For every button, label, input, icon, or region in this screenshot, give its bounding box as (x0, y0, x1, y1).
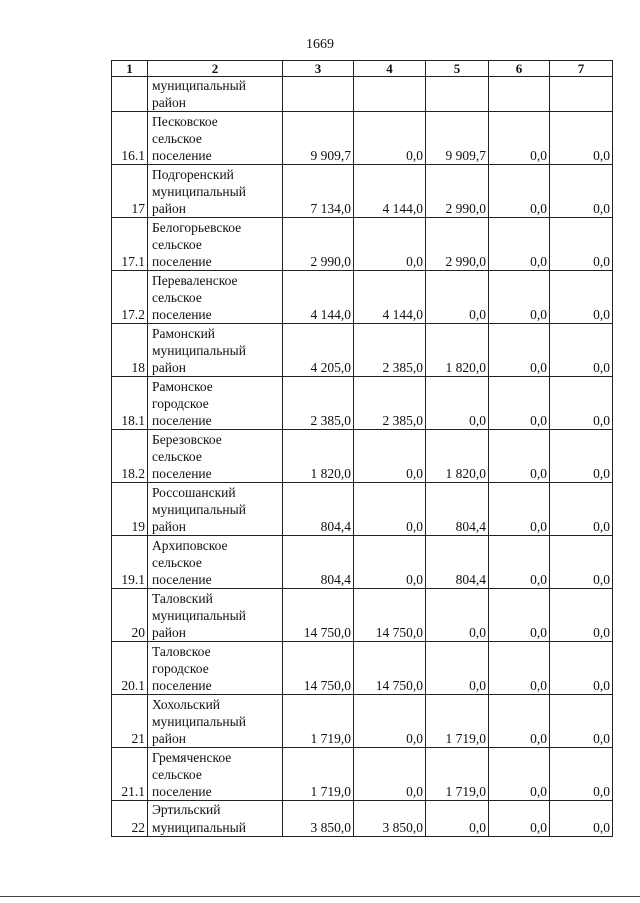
table-row (112, 324, 613, 377)
row-name-line: муниципальный (152, 714, 246, 729)
table-row (112, 748, 613, 801)
value-cell: 0,0 (489, 377, 550, 430)
value-cell: 4 144,0 (283, 271, 354, 324)
row-name-line: муниципальный (152, 608, 246, 623)
value-cell: 9 909,7 (426, 112, 489, 165)
value-cell: 4 144,0 (354, 165, 426, 218)
value-cell (426, 77, 489, 112)
header-row (112, 61, 613, 77)
value-cell: 0,0 (354, 430, 426, 483)
value-cell (283, 77, 354, 112)
column-header: 2 (148, 61, 283, 77)
row-number-cell: 21 (112, 695, 148, 748)
value-cell: 0,0 (354, 748, 426, 801)
table-row (112, 165, 613, 218)
row-number-cell: 17.1 (112, 218, 148, 271)
value-cell: 0,0 (489, 430, 550, 483)
value-cell: 0,0 (550, 165, 613, 218)
table-row (112, 218, 613, 271)
row-name-cell (148, 77, 283, 112)
row-name-cell (148, 430, 283, 483)
column-header: 5 (426, 61, 489, 77)
value-cell: 0,0 (550, 589, 613, 642)
row-name-cell (148, 589, 283, 642)
row-name-line: городское (152, 396, 209, 411)
value-cell: 0,0 (489, 695, 550, 748)
row-name-line: поселение (152, 784, 212, 800)
value-cell: 0,0 (354, 695, 426, 748)
row-name-line: сельское (152, 449, 202, 464)
row-name-cell (148, 536, 283, 589)
row-name-cell (148, 801, 283, 836)
row-name-line: поселение (152, 572, 212, 588)
table-row (112, 430, 613, 483)
row-name-line: сельское (152, 767, 202, 782)
row-name-line: муниципальный (152, 78, 246, 93)
row-name-line: поселение (152, 307, 212, 323)
column-header: 6 (489, 61, 550, 77)
value-cell: 7 134,0 (283, 165, 354, 218)
table-row (112, 695, 613, 748)
row-name-line: сельское (152, 237, 202, 252)
row-name-line: район (152, 625, 186, 641)
row-name-line: Белогорьевское (152, 219, 242, 235)
value-cell: 0,0 (550, 536, 613, 589)
value-cell: 0,0 (426, 271, 489, 324)
value-cell: 0,0 (489, 324, 550, 377)
table-row (112, 77, 613, 112)
column-header: 1 (112, 61, 148, 77)
row-name-line: муниципальный (152, 502, 246, 517)
table-row (112, 589, 613, 642)
row-name-line: Березовское (152, 431, 222, 447)
value-cell: 0,0 (489, 589, 550, 642)
row-number-cell: 17.2 (112, 271, 148, 324)
row-name-line: Песковское (152, 113, 218, 129)
row-name-line: Рамонское (152, 378, 213, 394)
row-name-cell (148, 218, 283, 271)
row-name-cell (148, 695, 283, 748)
value-cell: 0,0 (354, 218, 426, 271)
value-cell: 0,0 (426, 642, 489, 695)
value-cell (354, 77, 426, 112)
value-cell: 1 820,0 (283, 430, 354, 483)
value-cell: 3 850,0 (354, 801, 426, 836)
row-name-line: Эртильский (152, 802, 221, 818)
row-number-cell: 20.1 (112, 642, 148, 695)
row-name-line: Таловское (152, 643, 211, 659)
value-cell: 14 750,0 (354, 642, 426, 695)
value-cell: 2 385,0 (354, 324, 426, 377)
row-number-cell: 18.2 (112, 430, 148, 483)
value-cell (489, 77, 550, 112)
value-cell: 0,0 (489, 642, 550, 695)
value-cell: 14 750,0 (354, 589, 426, 642)
value-cell: 4 205,0 (283, 324, 354, 377)
row-number-cell: 19.1 (112, 536, 148, 589)
value-cell: 14 750,0 (283, 589, 354, 642)
value-cell: 0,0 (550, 430, 613, 483)
value-cell: 0,0 (550, 748, 613, 801)
row-name-cell (148, 748, 283, 801)
table-row (112, 377, 613, 430)
row-number-cell (112, 77, 148, 112)
value-cell: 2 990,0 (283, 218, 354, 271)
value-cell: 0,0 (489, 536, 550, 589)
row-name-line: Подгоренский (152, 166, 234, 182)
column-header: 3 (283, 61, 354, 77)
row-name-cell (148, 165, 283, 218)
value-cell: 1 719,0 (283, 748, 354, 801)
row-name-line: поселение (152, 466, 212, 482)
table-row (112, 271, 613, 324)
value-cell (550, 77, 613, 112)
value-cell: 1 820,0 (426, 430, 489, 483)
row-name-line: район (152, 731, 186, 747)
row-name-cell (148, 324, 283, 377)
page-number: 1669 (306, 37, 334, 52)
row-number-cell: 18.1 (112, 377, 148, 430)
value-cell: 1 820,0 (426, 324, 489, 377)
column-header: 4 (354, 61, 426, 77)
row-name-line: сельское (152, 555, 202, 570)
value-cell: 0,0 (489, 483, 550, 536)
row-name-line: поселение (152, 413, 212, 429)
row-number-cell: 22 (112, 801, 148, 836)
row-name-cell (148, 271, 283, 324)
value-cell: 0,0 (489, 165, 550, 218)
value-cell: 9 909,7 (283, 112, 354, 165)
table-row (112, 642, 613, 695)
value-cell: 0,0 (354, 483, 426, 536)
row-name-line: поселение (152, 254, 212, 270)
row-name-line: Гремяченское (152, 749, 232, 765)
row-name-line: район (152, 519, 186, 535)
value-cell: 1 719,0 (283, 695, 354, 748)
value-cell: 0,0 (426, 377, 489, 430)
value-cell: 1 719,0 (426, 748, 489, 801)
row-number-cell: 21.1 (112, 748, 148, 801)
value-cell: 0,0 (550, 483, 613, 536)
value-cell: 0,0 (489, 218, 550, 271)
value-cell: 4 144,0 (354, 271, 426, 324)
row-name-line: Архиповское (152, 537, 228, 553)
row-name-line: Таловский (152, 590, 213, 606)
row-name-line: Хохольский (152, 696, 221, 712)
row-name-line: муниципальный (152, 343, 246, 358)
table-row (112, 536, 613, 589)
value-cell: 1 719,0 (426, 695, 489, 748)
row-name-line: муниципальный (152, 184, 246, 199)
value-cell: 0,0 (550, 695, 613, 748)
row-name-cell (148, 112, 283, 165)
value-cell: 2 990,0 (426, 165, 489, 218)
value-cell: 0,0 (489, 748, 550, 801)
footer-divider (0, 896, 640, 897)
row-name-line: район (152, 201, 186, 217)
row-name-line: район (152, 360, 186, 376)
value-cell: 0,0 (354, 112, 426, 165)
row-number-cell: 16.1 (112, 112, 148, 165)
column-header: 7 (550, 61, 613, 77)
budget-table (111, 60, 613, 837)
table-row (112, 112, 613, 165)
value-cell: 0,0 (550, 112, 613, 165)
value-cell: 0,0 (550, 801, 613, 836)
value-cell: 0,0 (550, 642, 613, 695)
row-name-line: Рамонский (152, 325, 216, 341)
value-cell: 804,4 (426, 536, 489, 589)
row-number-cell: 17 (112, 165, 148, 218)
row-number-cell: 19 (112, 483, 148, 536)
row-name-line: поселение (152, 678, 212, 694)
value-cell: 804,4 (283, 483, 354, 536)
table-row (112, 483, 613, 536)
row-name-cell (148, 642, 283, 695)
value-cell: 0,0 (489, 801, 550, 836)
value-cell: 0,0 (550, 324, 613, 377)
row-name-line: муниципальный (152, 819, 246, 835)
value-cell: 0,0 (550, 377, 613, 430)
value-cell: 3 850,0 (283, 801, 354, 836)
value-cell: 0,0 (550, 271, 613, 324)
row-name-cell (148, 483, 283, 536)
row-name-line: Россошанский (152, 484, 236, 500)
row-name-line: сельское (152, 290, 202, 305)
row-number-cell: 18 (112, 324, 148, 377)
row-name-cell (148, 377, 283, 430)
row-name-line: сельское (152, 131, 202, 146)
value-cell: 14 750,0 (283, 642, 354, 695)
row-number-cell: 20 (112, 589, 148, 642)
value-cell: 0,0 (426, 589, 489, 642)
row-name-line: район (152, 95, 186, 111)
value-cell: 0,0 (426, 801, 489, 836)
value-cell: 2 385,0 (283, 377, 354, 430)
value-cell: 0,0 (489, 271, 550, 324)
value-cell: 0,0 (354, 536, 426, 589)
table-row (112, 801, 613, 836)
value-cell: 2 385,0 (354, 377, 426, 430)
value-cell: 0,0 (489, 112, 550, 165)
value-cell: 804,4 (283, 536, 354, 589)
row-name-line: городское (152, 661, 209, 676)
value-cell: 2 990,0 (426, 218, 489, 271)
value-cell: 0,0 (550, 218, 613, 271)
row-name-line: Переваленское (152, 272, 238, 288)
value-cell: 804,4 (426, 483, 489, 536)
row-name-line: поселение (152, 148, 212, 164)
